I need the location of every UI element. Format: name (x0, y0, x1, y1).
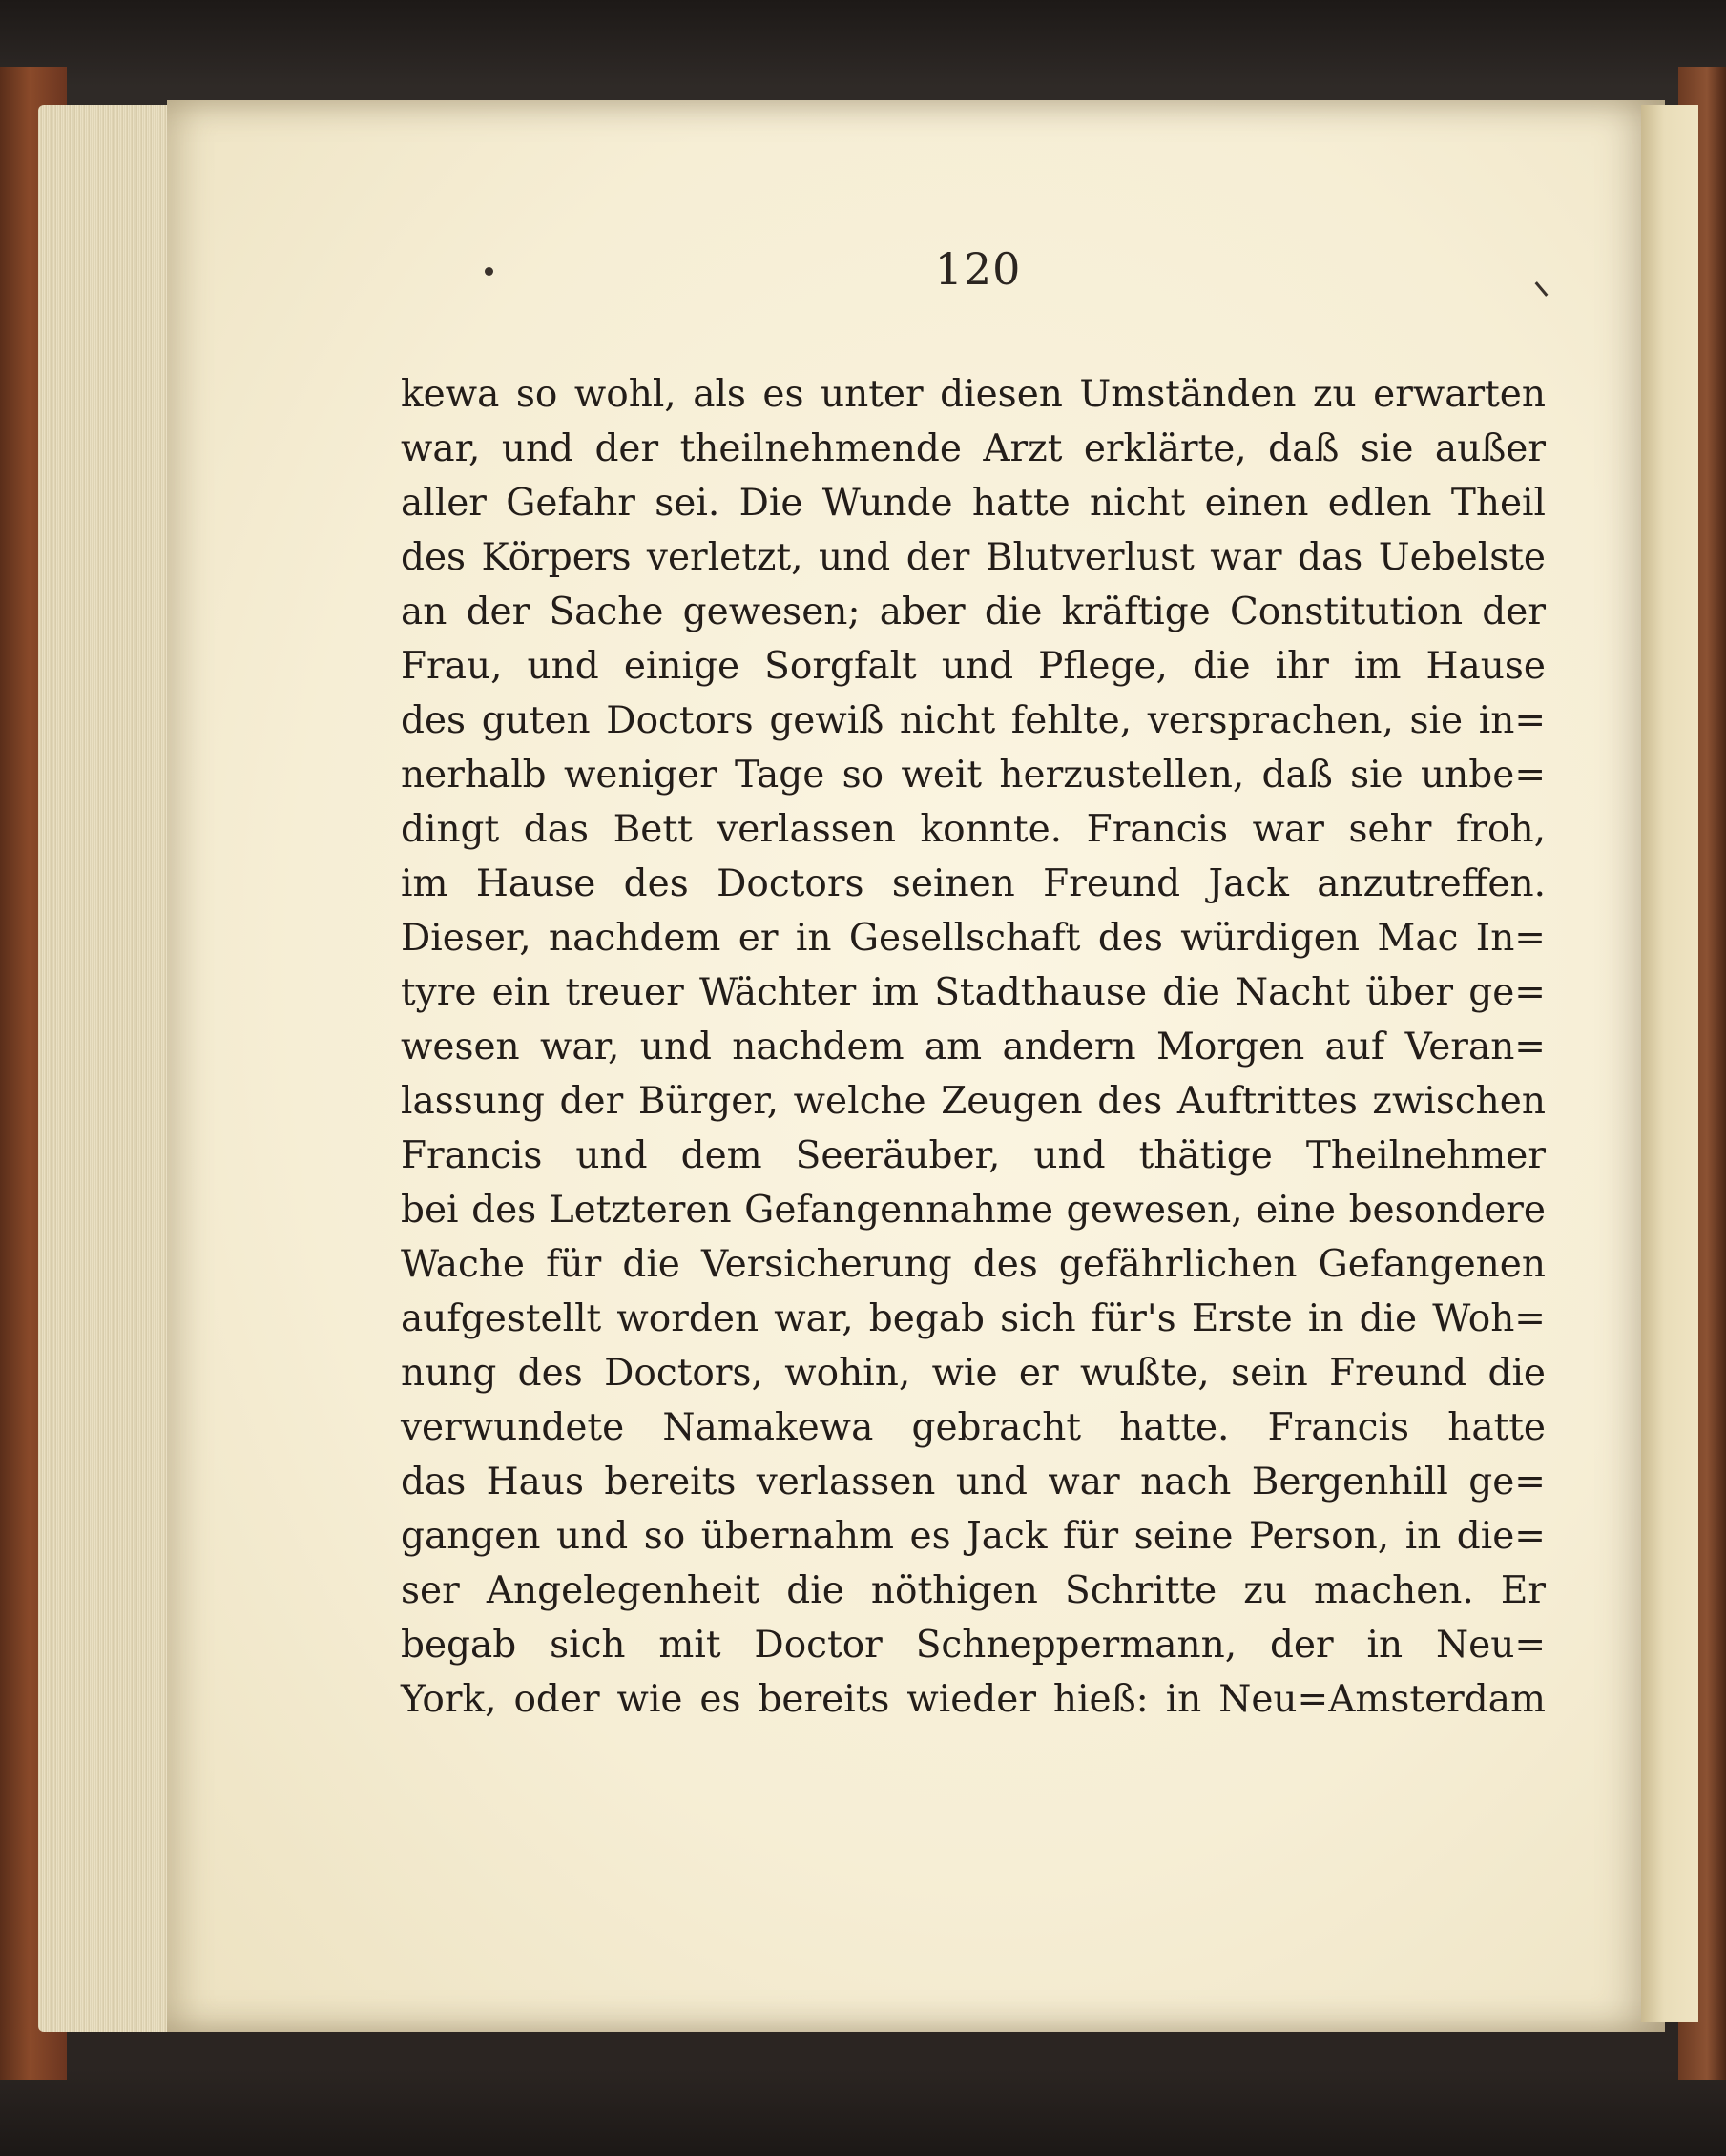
text-line: aller Gefahr sei. Die Wunde hatte nicht einen edlen Theil (401, 482, 1546, 525)
text-line: des Körpers verletzt, und der Blutverlust war das Uebelste (401, 536, 1546, 579)
text-line: kewa so wohl, als es unter diesen Umständen zu erwarten (401, 373, 1546, 416)
body-text (401, 367, 1546, 1727)
ink-speck (485, 267, 493, 276)
page-number: 120 (934, 243, 1022, 295)
text-line: nung des Doctors, wohin, wie er wußte, sein Freund die (401, 1352, 1546, 1395)
text-line: lassung der Bürger, welche Zeugen des Auftrittes zwischen (401, 1080, 1546, 1123)
page-stack-edges (38, 105, 181, 2032)
text-line: im Hause des Doctors seinen Freund Jack anzutreffen. (401, 862, 1546, 905)
text-line: dingt das Bett verlassen konnte. Francis war sehr froh, (401, 808, 1546, 851)
page-gutter (1641, 105, 1698, 2022)
text-line: tyre ein treuer Wächter im Stadthause die Nacht über ge= (401, 971, 1546, 1014)
text-line: nerhalb weniger Tage so weit herzustellen, daß sie unbe= (401, 754, 1546, 797)
text-line: ser Angelegenheit die nöthigen Schritte zu machen. Er (401, 1569, 1546, 1612)
text-line: Wache für die Versicherung des gefährlichen Gefangenen (401, 1243, 1546, 1286)
text-line: wesen war, und nachdem am andern Morgen auf Veran= (401, 1026, 1546, 1068)
text-line: des guten Doctors gewiß nicht fehlte, versprachen, sie in= (401, 699, 1546, 742)
text-line: York, oder wie es bereits wieder hieß: in Neu=Amsterdam (401, 1678, 1546, 1721)
text-line: Frau, und einige Sorgfalt und Pflege, die ihr im Hause (401, 645, 1546, 688)
text-line: Dieser, nachdem er in Gesellschaft des würdigen Mac In= (401, 917, 1546, 960)
text-line: war, und der theilnehmende Arzt erklärte, daß sie außer (401, 427, 1546, 470)
text-line: begab sich mit Doctor Schneppermann, der in Neu= (401, 1624, 1546, 1667)
text-line: bei des Letzteren Gefangennahme gewesen, eine besondere (401, 1189, 1546, 1232)
text-line: das Haus bereits verlassen und war nach Bergenhill ge= (401, 1461, 1546, 1503)
text-line: verwundete Namakewa gebracht hatte. Francis hatte (401, 1406, 1546, 1449)
text-line: an der Sache gewesen; aber die kräftige Constitution der (401, 591, 1546, 633)
text-line: gangen und so übernahm es Jack für seine Person, in die= (401, 1515, 1546, 1558)
text-line: aufgestellt worden war, begab sich für's Erste in die Woh= (401, 1297, 1546, 1340)
text-line: Francis und dem Seeräuber, und thätige Theilnehmer (401, 1134, 1546, 1177)
